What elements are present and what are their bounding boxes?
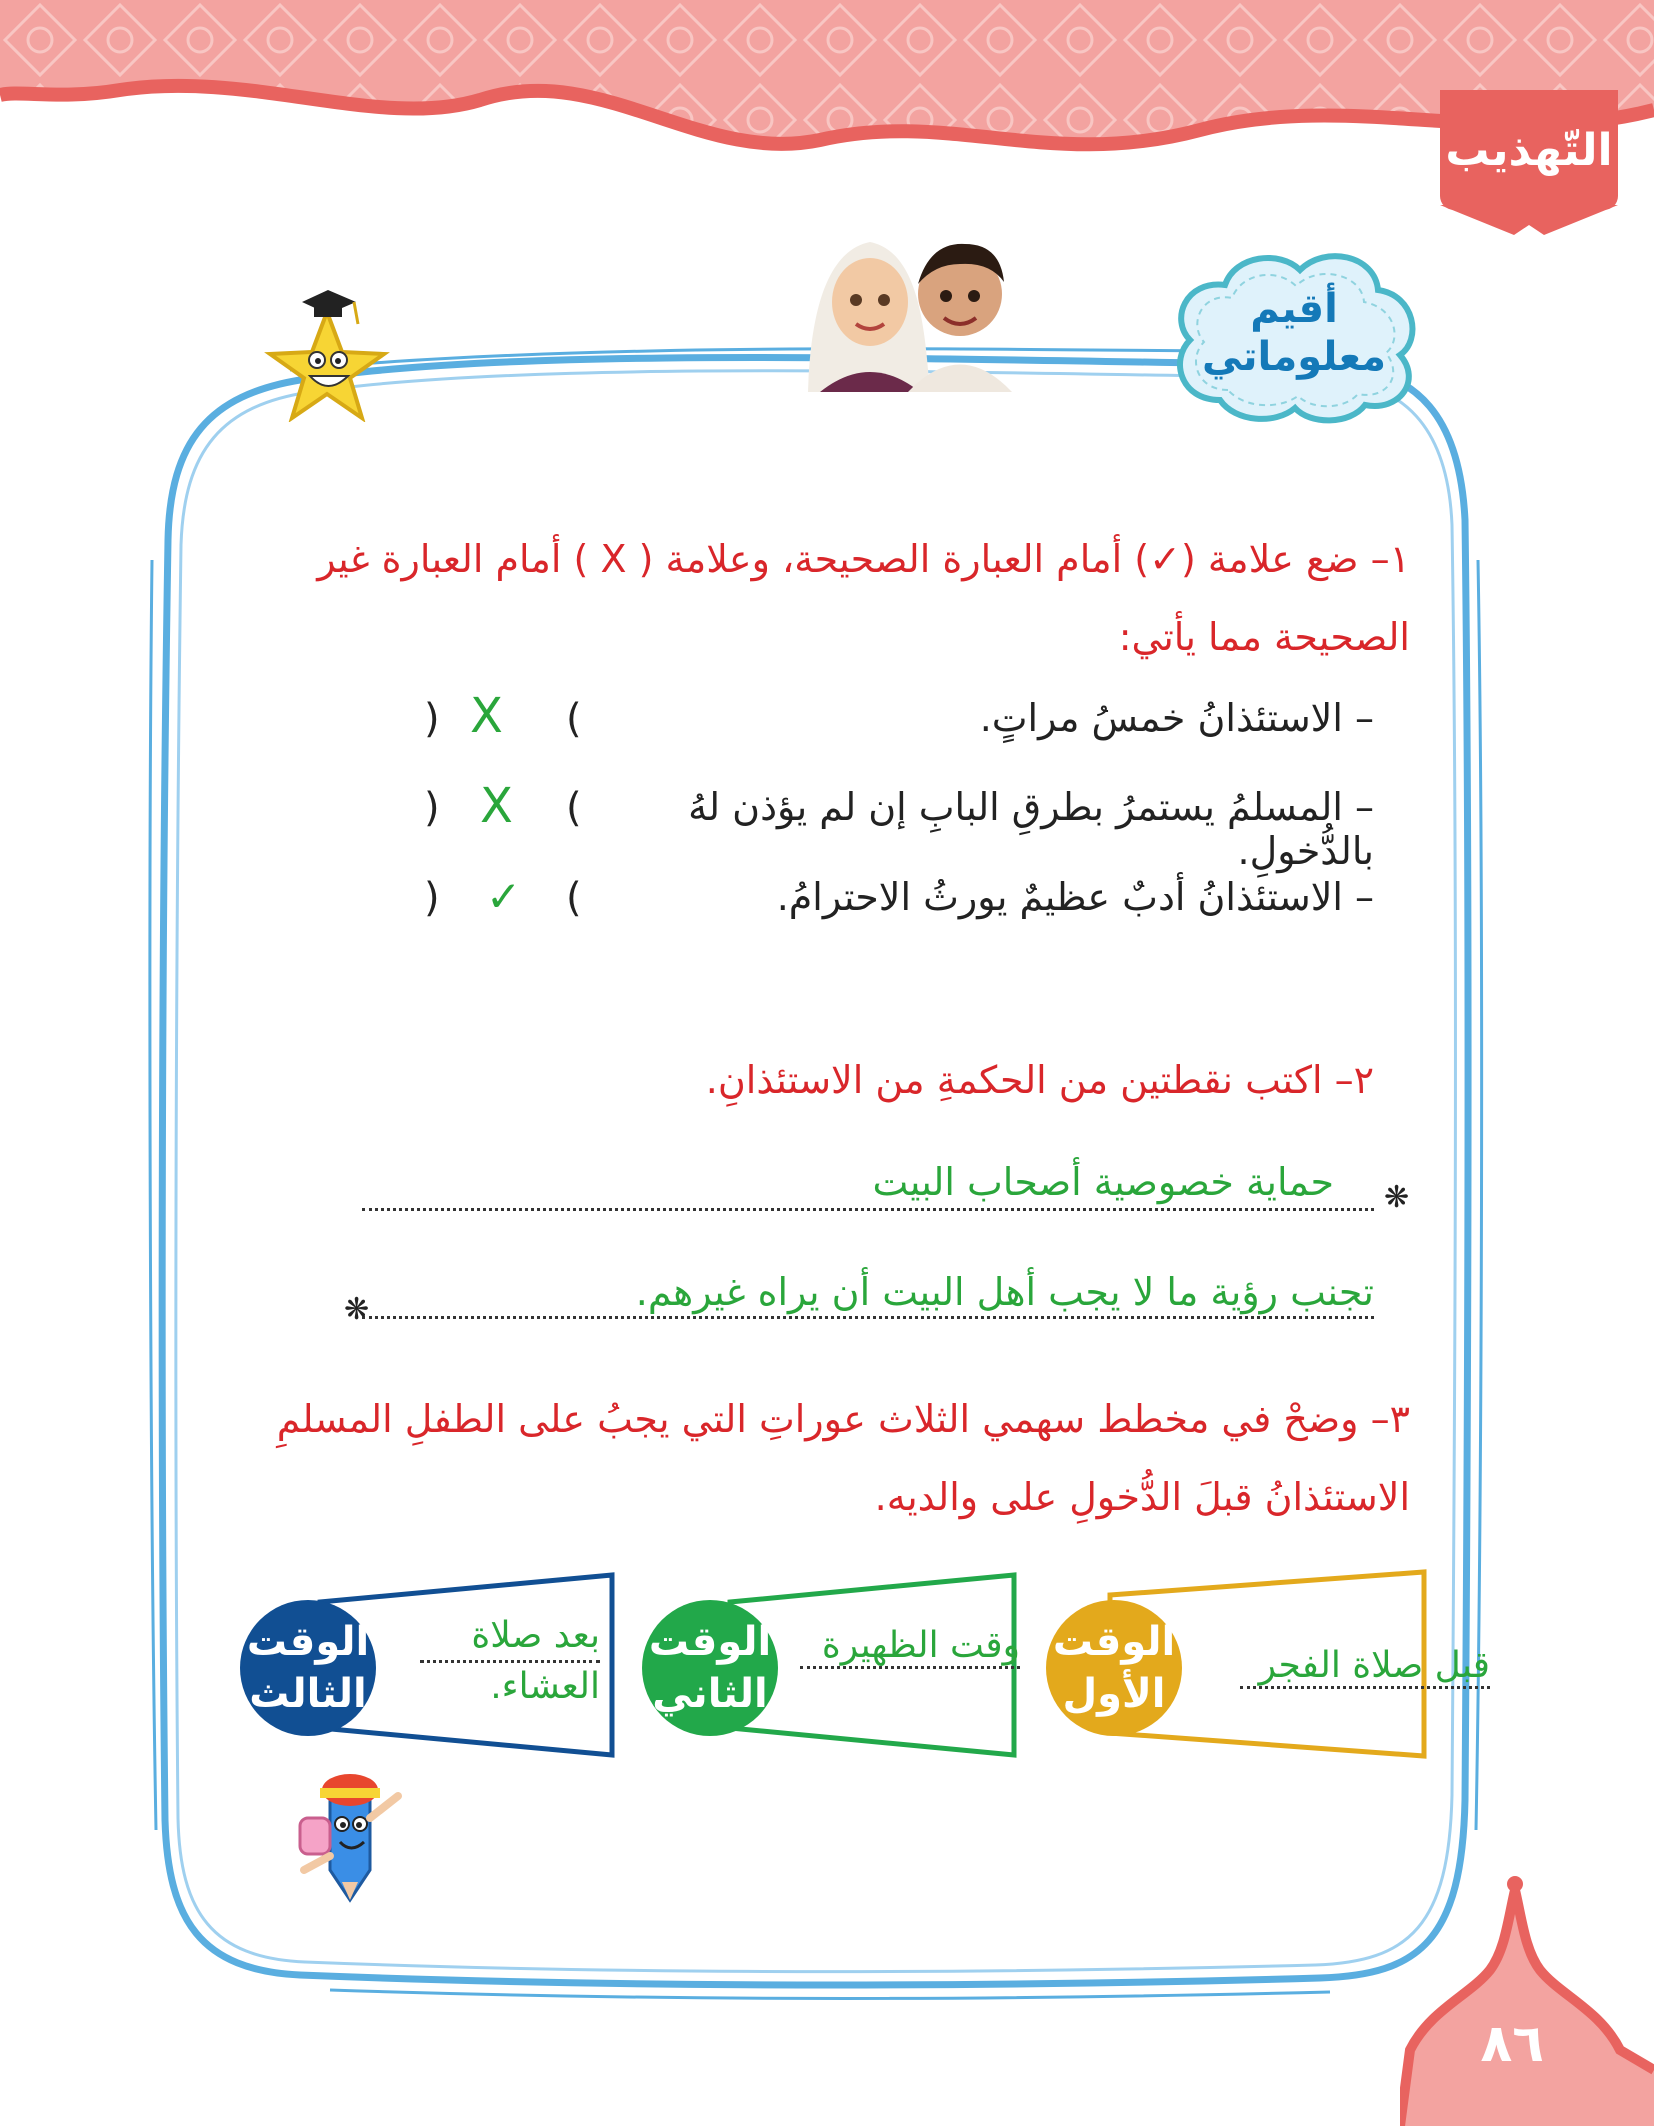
answer-parens-3-close: ) (424, 875, 440, 921)
bullet-1: ❋ (1384, 1180, 1410, 1215)
time-3-answer-line-2: العشاء. (490, 1666, 600, 1707)
question-1-line-1: ١– ضع علامة (✓) أمام العبارة الصحيحة، وعلامة ( X ) أمام العبارة غير (317, 537, 1410, 581)
answer-parens-1-close: ) (424, 696, 440, 742)
bullet-2: ❋ (344, 1292, 370, 1327)
pencil-mascot-illustration (280, 1760, 420, 1910)
time-2-label-2: الثاني (652, 1671, 768, 1717)
badge-line-2: معلوماتي (1201, 334, 1387, 380)
time-3-label-2: الثالث (249, 1671, 367, 1717)
time-2-answer[interactable]: وقت الظهيرة (800, 1625, 1020, 1669)
time-circle-3 (240, 1600, 376, 1736)
time-3-answer-line-1: بعد صلاة (420, 1612, 600, 1663)
answer-2-text: تجنب رؤية ما لا يجب أهل البيت أن يراه غيرهم. (635, 1270, 1374, 1314)
statement-2: – المسلمُ يستمرُ بطرقِ البابِ إن لم يؤذن لهُ بالدُّخولِ. (688, 785, 1374, 873)
answer-mark-2[interactable]: X (480, 778, 513, 834)
answer-mark-1[interactable]: X (470, 688, 503, 744)
question-3-line-1: ٣– وضحْ في مخطط سهمي الثلاث عوراتِ التي يجبُ على الطفلِ المسلمِ (276, 1397, 1410, 1441)
badge-line-1: أقيم (1250, 286, 1338, 332)
page-number: ٨٦ (1480, 2014, 1544, 2074)
time-1-label-2: الأول (1062, 1671, 1166, 1717)
question-2-prompt: ٢– اكتب نقطتين من الحكمةِ من الاستئذانِ. (705, 1058, 1374, 1102)
answer-parens-2-close: ) (424, 785, 440, 831)
time-1-label-1: الوقت (1052, 1619, 1176, 1665)
bottom-corner-decoration (1400, 1860, 1654, 2126)
answer-parens-1-open: ( (566, 696, 582, 742)
answer-1-text: حماية خصوصية أصحاب البيت (872, 1160, 1334, 1204)
answer-parens-2-open: ( (566, 785, 582, 831)
question-3-line-2: الاستئذانُ قبلَ الدُّخولِ على والديه. (874, 1475, 1410, 1519)
time-3-label-1: الوقت (246, 1619, 370, 1665)
time-circle-2 (642, 1600, 778, 1736)
time-3-answer[interactable] (420, 1612, 600, 1711)
answer-mark-3[interactable]: ✓ (486, 872, 522, 921)
statement-3: – الاستئذانُ أدبٌ عظيمٌ يورثُ الاحترامُ. (776, 875, 1374, 919)
time-1-answer[interactable]: قبل صلاة الفجر (1240, 1645, 1490, 1689)
answer-parens-3-open: ( (566, 875, 582, 921)
statement-1: – الاستئذانُ خمسُ مراتٍ. (979, 696, 1374, 740)
subject-title: التّهذيب (1445, 124, 1613, 176)
time-2-label-1: الوقت (648, 1619, 772, 1665)
time-circle-1 (1046, 1600, 1182, 1736)
question-1-line-2: الصحيحة مما يأتي: (1118, 615, 1410, 659)
